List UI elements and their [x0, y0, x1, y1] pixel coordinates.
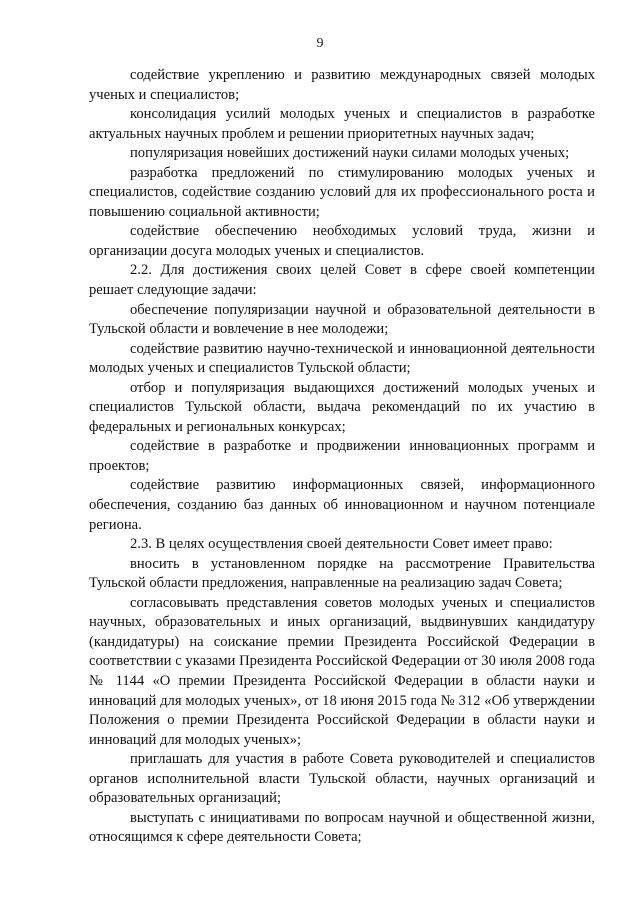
paragraph: консолидация усилий молодых ученых и специалистов в разработке актуальных научных проблем и решении приоритетных научных задач; — [89, 106, 595, 142]
section-2-3-heading: 2.3. В целях осуществления своей деятельности Совет имеет право: — [130, 536, 553, 553]
paragraph: согласовывать представления советов молодых ученых и специалистов научных, образовательных и иных организаций, выдвинувших кандидатуру (кандидатуры) на соискание премии Президента Российской Федерации в соответствии с указами Президента Российской Федерации от 30 июля 2008 года № 1144 «О премии Президента Российской Федерации в области науки и инноваций для молодых ученых», от 18 июня 2015 года № 312 «Об утверждении Положения о премии Президента Российской Федерации в области науки и инноваций для молодых ученых»; — [89, 594, 595, 748]
paragraph: отбор и популяризация выдающихся достижений молодых ученых и специалистов Тульской области, выдача рекомендаций по их участию в федеральных и региональных конкурсах; — [89, 379, 595, 435]
paragraph: разработка предложений по стимулированию молодых ученых и специалистов, содействие созданию условий для их профессионального роста и повышению социальной активности; — [89, 164, 595, 220]
paragraph: обеспечение популяризации научной и образовательной деятельности в Тульской области и вовлечение в нее молодежи; — [89, 301, 595, 338]
paragraph: содействие развитию научно-технической и инновационной деятельности молодых ученых и специалистов Тульской области; — [89, 340, 595, 377]
section-2-2-heading: 2.2. Для достижения своих целей Совет в сфере своей компетенции решает следующие задачи: — [89, 262, 595, 299]
paragraph: содействие укреплению и развитию международных связей молодых ученых и специалистов; — [89, 67, 595, 103]
paragraph: содействие развитию информационных связей, информационного обеспечения, созданию баз данных об инновационном и научном потенциале региона. — [89, 477, 595, 533]
paragraph: выступать с инициативами по вопросам научной и общественной жизни, относящимся к сфере деятельности Совета; — [89, 809, 595, 846]
paragraph: популяризация новейших достижений науки силами молодых ученых; — [130, 145, 570, 162]
paragraph: содействие в разработке и продвижении инновационных программ и проектов; — [89, 438, 595, 474]
paragraph: вносить в установленном порядке на рассмотрение Правительства Тульской области предложения, направленные на реализацию задач Совета; — [89, 555, 595, 592]
document-body — [89, 66, 595, 848]
paragraph: содействие обеспечению необходимых условий труда, жизни и организации досуга молодых ученых и специалистов. — [89, 223, 595, 259]
paragraph: приглашать для участия в работе Совета руководителей и специалистов органов исполнительной власти Тульской области, научных организаций и образовательных организаций; — [89, 751, 595, 807]
page-number: 9 — [316, 36, 324, 51]
